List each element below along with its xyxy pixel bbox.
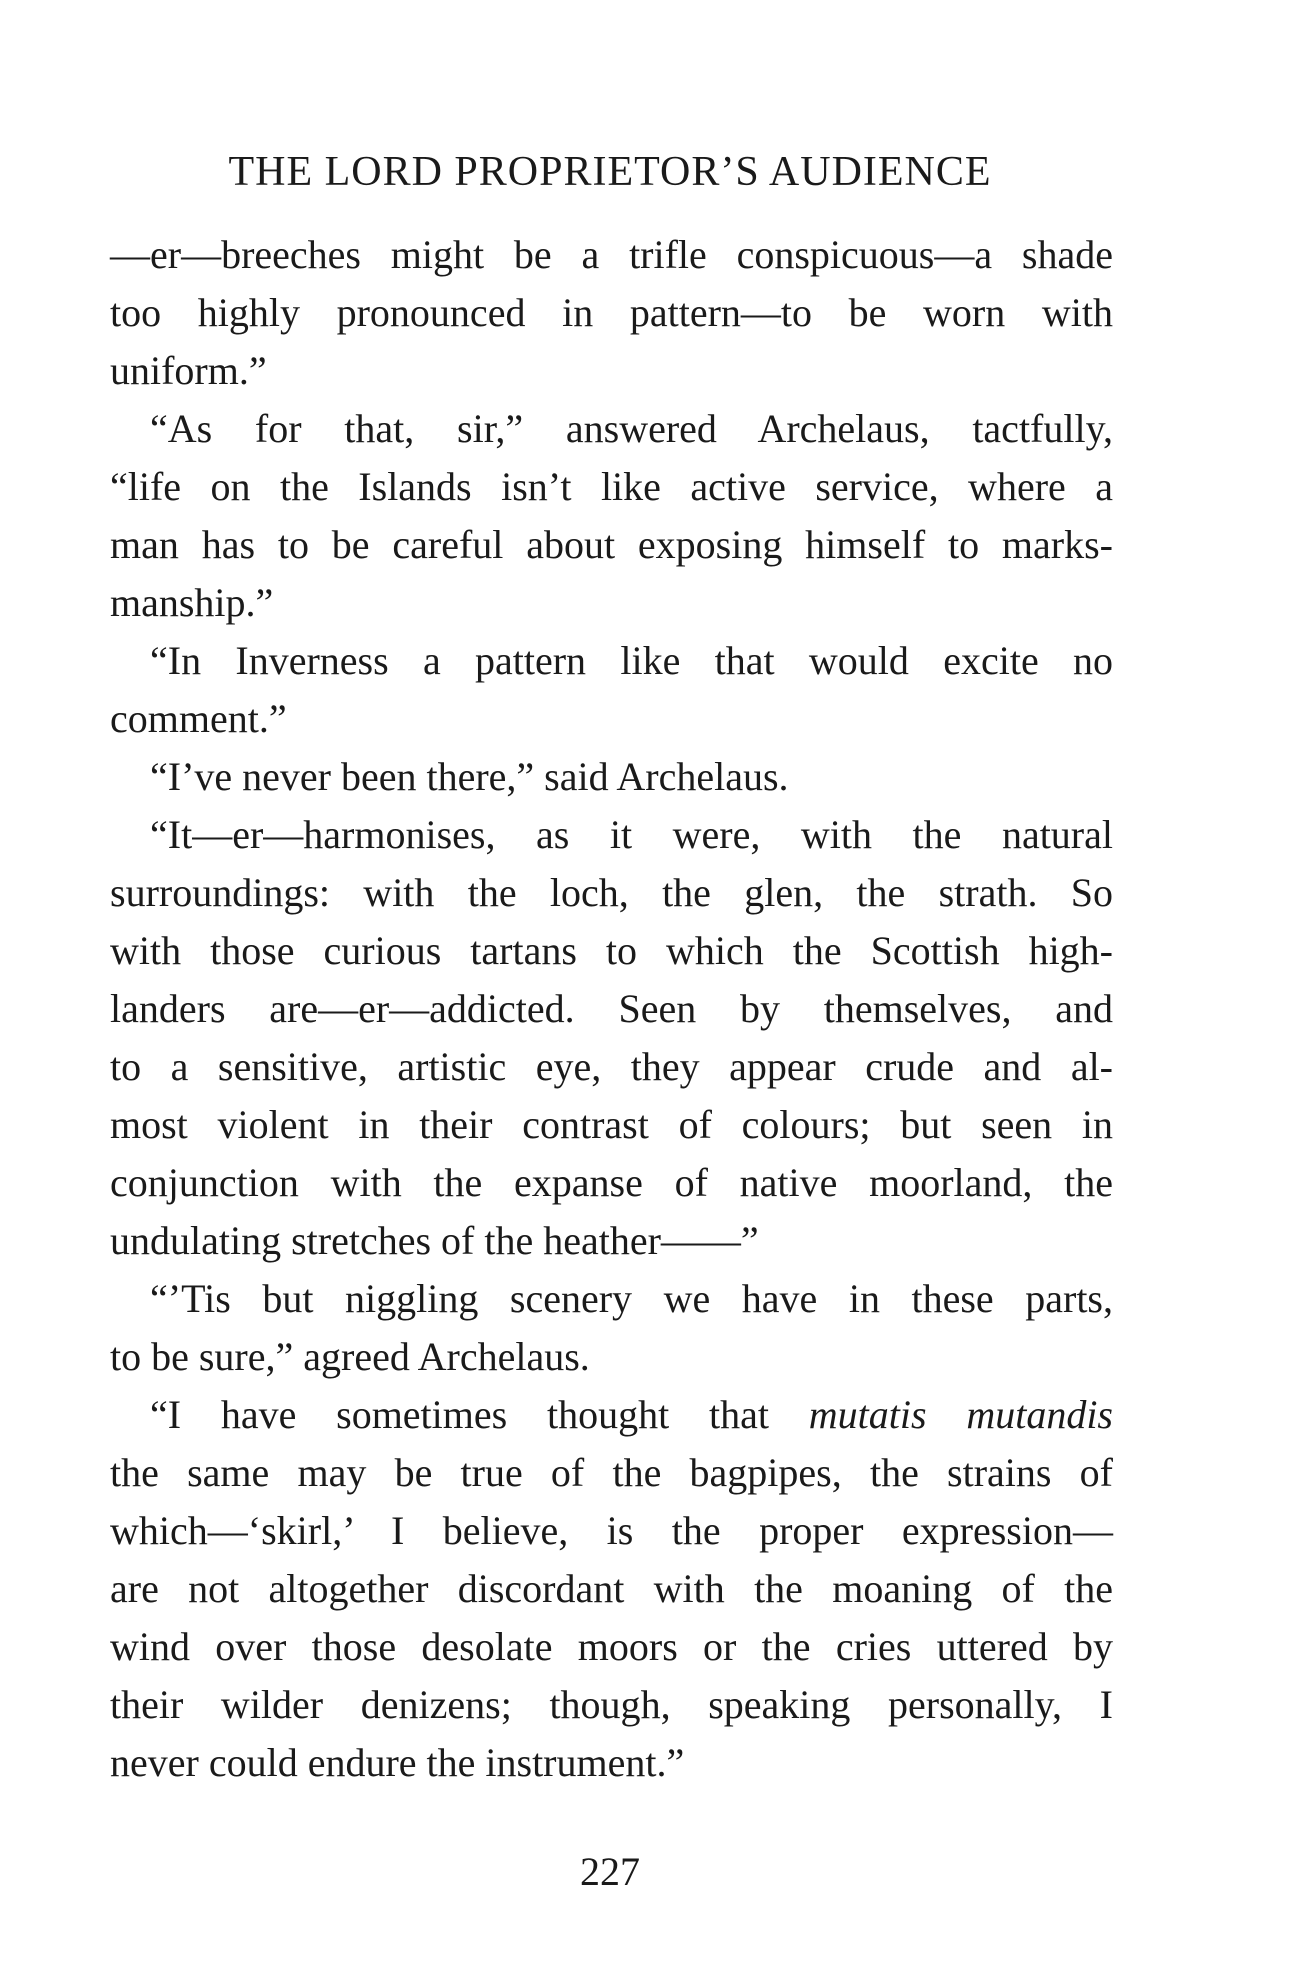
text-line: “’Tis but niggling scenery we have in these parts, — [150, 1276, 1113, 1321]
text-span: “I have sometimes thought that — [150, 1392, 809, 1437]
text-line: “life on the Islands isn’t like active service, where a — [110, 464, 1113, 509]
text-line: undulating stretches of the heather——” — [110, 1218, 759, 1263]
page-number: 227 — [580, 1849, 640, 1894]
text-line: comment.” — [110, 696, 287, 741]
text-line — [110, 1386, 1113, 1444]
text-line: too highly pronounced in pattern—to be worn with — [110, 290, 1113, 335]
text-line: conjunction with the expanse of native moorland, the — [110, 1160, 1113, 1205]
text-line: “It—er—harmonises, as it were, with the natural — [150, 812, 1113, 857]
text-line: most violent in their contrast of colours; but seen in — [110, 1102, 1113, 1147]
italic-phrase: mutatis mutandis — [808, 1392, 1113, 1437]
text-line: to be sure,” agreed Archelaus. — [110, 1334, 590, 1379]
body-text — [110, 226, 1113, 1792]
text-line: the same may be true of the bagpipes, the strains of — [110, 1450, 1113, 1495]
text-line: are not altogether discordant with the moaning of the — [110, 1566, 1113, 1611]
text-line: man has to be careful about exposing himself to marks- — [110, 522, 1113, 567]
text-line: —er—breeches might be a trifle conspicuous—a shade — [110, 232, 1113, 277]
text-line: uniform.” — [110, 348, 267, 393]
text-line: which—‘skirl,’ I believe, is the proper expression— — [110, 1508, 1113, 1553]
running-head: THE LORD PROPRIETOR’S AUDIENCE — [228, 149, 992, 195]
text-line: their wilder denizens; though, speaking personally, I — [110, 1682, 1113, 1727]
text-line: surroundings: with the loch, the glen, the strath. So — [110, 870, 1113, 915]
text-line: “I’ve never been there,” said Archelaus. — [150, 754, 789, 799]
text-line: landers are—er—addicted. Seen by themselves, and — [110, 986, 1113, 1031]
text-line: to a sensitive, artistic eye, they appear crude and al- — [110, 1044, 1113, 1089]
text-line: never could endure the instrument.” — [110, 1740, 685, 1785]
text-line: with those curious tartans to which the Scottish high- — [110, 928, 1113, 973]
text-line: “In Inverness a pattern like that would excite no — [150, 638, 1113, 683]
text-line: manship.” — [110, 580, 274, 625]
text-line: wind over those desolate moors or the cries uttered by — [110, 1624, 1113, 1669]
text-line: “As for that, sir,” answered Archelaus, tactfully, — [150, 406, 1113, 451]
